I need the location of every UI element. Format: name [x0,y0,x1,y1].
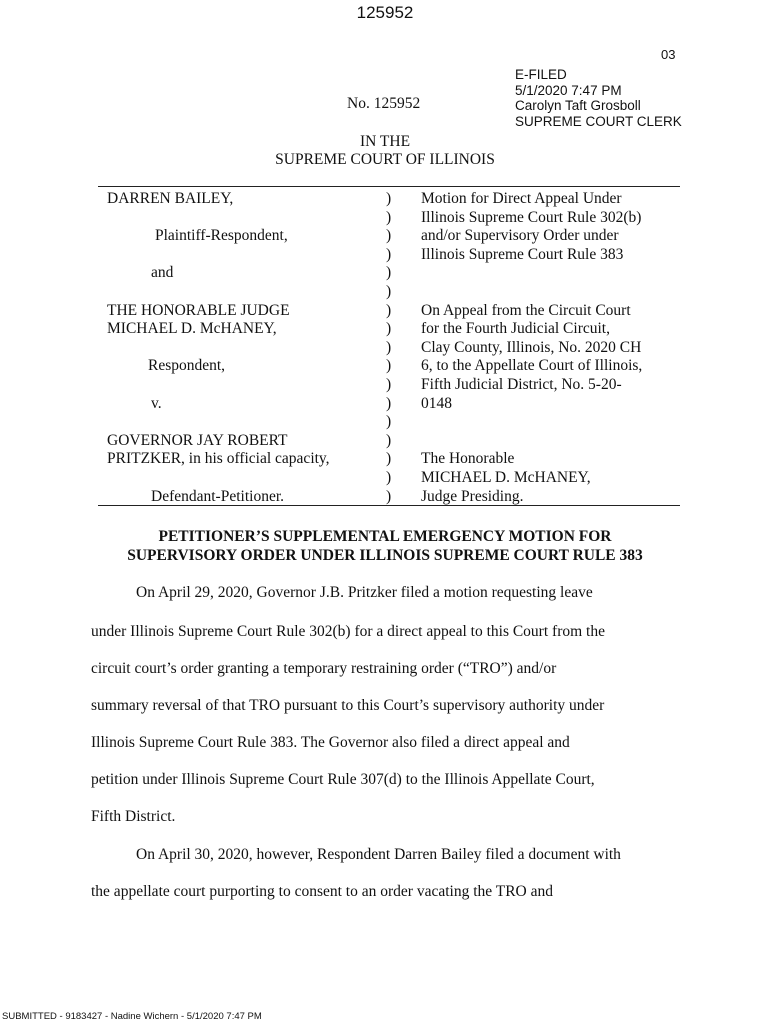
caption-info-line: Illinois Supreme Court Rule 302(b) [421,208,642,226]
body-text-line: petition under Illinois Supreme Court Rule 307(d) to the Illinois Appellate Court, [91,771,595,788]
caption-party-line [107,413,330,432]
caption-proceeding-info [421,190,642,506]
caption-paren: ) [386,468,392,486]
body-text-line: On April 30, 2020, however, Respondent Darren Bailey filed a document with [136,846,621,863]
efile-label: E-FILED [515,67,567,82]
caption-info-line: 0148 [421,394,452,412]
caption-party-line: GOVERNOR JAY ROBERT [107,431,288,449]
body-text-line: circuit court’s order granting a temporary restraining order (“TRO”) and/or [91,660,557,677]
case-number: No. 125952 [347,95,421,112]
body-text-line: Illinois Supreme Court Rule 383. The Governor also filed a direct appeal and [91,734,570,751]
efile-stamp [515,67,682,129]
body-text-line: On April 29, 2020, Governor J.B. Pritzker filed a motion requesting leave [136,584,593,601]
caption-party-line [107,246,330,265]
submission-footer: SUBMITTED - 9183427 - Nadine Wichern - 5/1/2020 7:47 PM [2,1011,262,1022]
caption-paren: ) [386,320,392,338]
caption-info-line: Motion for Direct Appeal Under [421,190,622,207]
caption-party-line: and [151,264,174,282]
caption-party-line: PRITZKER, in his official capacity, [107,450,330,468]
caption-info-line [421,264,642,283]
caption-party-line [107,283,330,302]
body-text-line: under Illinois Supreme Court Rule 302(b) for a direct appeal to this Court from the [91,623,605,640]
body-text-line: Fifth District. [91,808,176,825]
caption-info-line: Clay County, Illinois, No. 2020 CH [421,338,642,356]
caption-info-line: On Appeal from the Circuit Court [421,301,631,319]
caption-paren: ) [386,190,392,207]
efile-clerk-name: Carolyn Taft Grosboll [515,98,641,113]
caption-paren: ) [386,282,392,300]
caption-info-line: and/or Supervisory Order under [421,227,619,245]
caption-paren: ) [386,227,392,245]
caption-party-line: Plaintiff-Respondent, [155,227,288,245]
motion-title-line1: PETITIONER’S SUPPLEMENTAL EMERGENCY MOTION FOR [158,528,612,545]
motion-title [0,527,770,565]
caption-paren: ) [386,450,392,468]
caption-paren: ) [386,264,392,282]
motion-title-line2: SUPERVISORY ORDER UNDER ILLINOIS SUPREME COURT RULE 383 [127,547,643,564]
caption-info-line: 6, to the Appellate Court of Illinois, [421,357,643,375]
caption-top-rule [98,186,680,187]
caption-paren: ) [386,413,392,431]
caption-paren: ) [386,394,392,412]
caption-party-line: Respondent, [148,357,226,375]
efile-timestamp: 5/1/2020 7:47 PM [515,82,622,98]
caption-info-line [421,283,642,302]
caption-paren: ) [386,208,392,226]
caption-party-line [107,339,330,358]
page-number: 03 [661,47,676,62]
caption-paren: ) [386,245,392,263]
caption-party-line: MICHAEL D. McHANEY, [107,320,277,338]
caption-info-line: MICHAEL D. McHANEY, [421,468,591,486]
caption-party-line: THE HONORABLE JUDGE [107,301,290,319]
caption-party-line: v. [151,394,162,412]
caption-party-line [107,469,330,488]
caption-paren: ) [386,301,392,319]
caption-party-line: Defendant-Petitioner. [151,487,284,505]
caption-paren: ) [386,431,392,449]
caption-parentheses [386,190,391,506]
caption-party-line: DARREN BAILEY, [107,190,234,207]
caption-info-line: Fifth Judicial District, No. 5-20- [421,375,622,393]
body-text-line: summary reversal of that TRO pursuant to this Court’s supervisory authority under [91,697,605,714]
court-heading-line2: SUPREME COURT OF ILLINOIS [275,151,495,168]
caption-bottom-rule [98,505,680,506]
caption-paren: ) [386,338,392,356]
caption-paren: ) [386,357,392,375]
caption-parties [107,190,330,506]
caption-info-line: Judge Presiding. [421,487,524,505]
caption-party-line [107,209,330,228]
caption-info-line: for the Fourth Judicial Circuit, [421,320,610,338]
caption-info-line: Illinois Supreme Court Rule 383 [421,245,624,263]
caption-party-line [107,376,330,395]
court-heading-line1: IN THE [359,133,411,150]
caption-info-line: The Honorable [421,450,515,468]
body-text-line: the appellate court purporting to consent to an order vacating the TRO and [91,883,553,900]
document-number-header: 125952 [356,3,414,22]
efile-clerk-title: SUPREME COURT CLERK [515,113,682,129]
caption-info-line [421,432,642,451]
caption-info-line [421,413,642,432]
caption-paren: ) [386,487,392,505]
caption-paren: ) [386,375,392,393]
